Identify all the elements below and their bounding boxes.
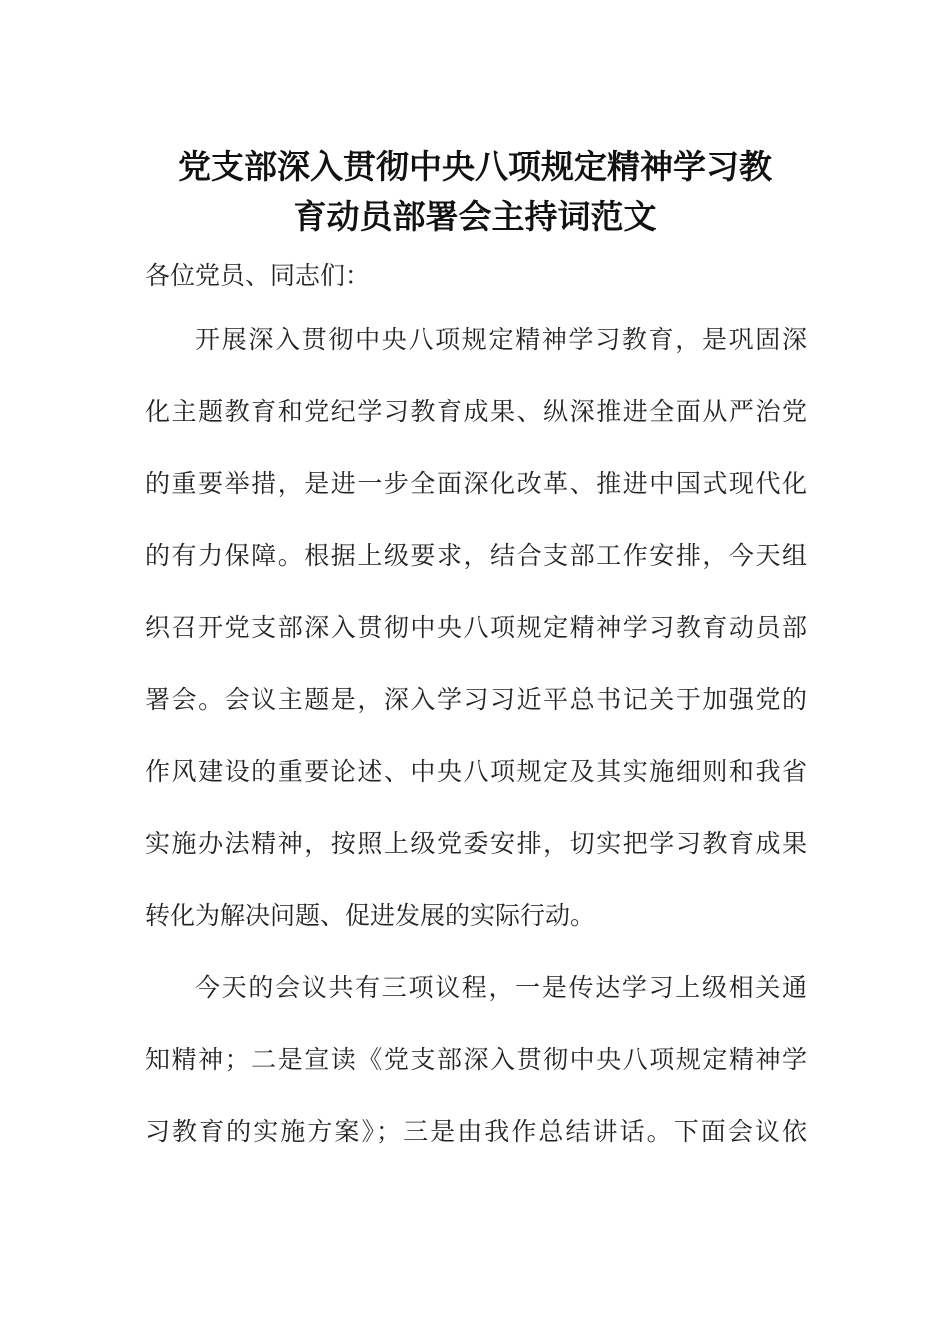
document-title-line-1: 党支部深入贯彻中央八项规定精神学习教 xyxy=(178,147,772,186)
paragraph-1-line: 化主题教育和党纪学习教育成果、纵深推进全面从严治党 xyxy=(145,397,807,426)
document-title-line-2: 育动员部署会主持词范文 xyxy=(293,197,657,236)
salutation: 各位党员、同志们： xyxy=(145,261,371,290)
paragraph-2-line: 习教育的实施方案》；三是由我作总结讲话。下面会议依 xyxy=(145,1117,807,1146)
paragraph-1-line: 的有力保障。根据上级要求，结合支部工作安排，今天组 xyxy=(145,541,807,570)
paragraph-1-line: 实施办法精神，按照上级党委安排，切实把学习教育成果 xyxy=(145,829,807,858)
paragraph-1-line: 织召开党支部深入贯彻中央八项规定精神学习教育动员部 xyxy=(145,613,807,642)
paragraph-1-line: 的重要举措，是进一步全面深化改革、推进中国式现代化 xyxy=(145,469,807,498)
paragraph-2-line: 今天的会议共有三项议程，一是传达学习上级相关通 xyxy=(195,973,807,1002)
paragraph-1-line: 署会。会议主题是，深入学习习近平总书记关于加强党的 xyxy=(145,685,807,714)
paragraph-1-line: 转化为解决问题、促进发展的实际行动。 xyxy=(145,901,596,930)
paragraph-1-line: 开展深入贯彻中央八项规定精神学习教育，是巩固深 xyxy=(195,325,807,354)
paragraph-1-line: 作风建设的重要论述、中央八项规定及其实施细则和我省 xyxy=(145,757,807,786)
paragraph-2-line: 知精神；二是宣读《党支部深入贯彻中央八项规定精神学 xyxy=(145,1045,807,1074)
